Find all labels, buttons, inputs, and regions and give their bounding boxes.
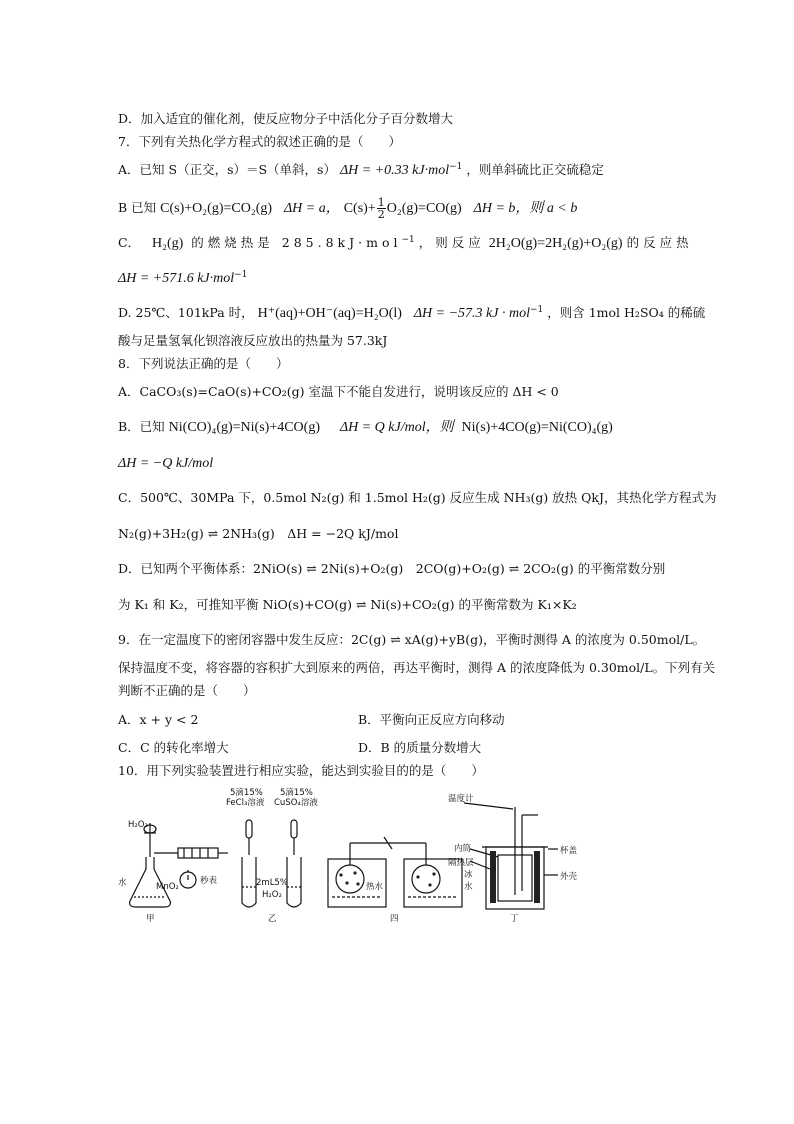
ding-label-thermo: 温度计: [448, 794, 474, 804]
ding-label-shell: 外壳: [560, 872, 578, 882]
q7-option-d-line2: 酸与足量氢氧化钡溶液反应放出的热量为 57.3kJ: [118, 333, 388, 348]
q7-option-a: A．已知 S（正交，s）＝S（单斜，s） ΔH = +0.33 kJ·mol$^{-1}$ ，则单斜硫比正交硫稳定: [118, 161, 604, 178]
q7-option-c-h2: H₂(g): [152, 236, 184, 251]
si-label-ice1: 冰: [464, 870, 473, 880]
q9-line3: 判断不正确的是（ ）: [118, 683, 256, 698]
q9-option-a: A．x + y < 2: [118, 712, 199, 727]
jia-label-mno2: MnO₂: [156, 882, 179, 892]
q7-option-b-dh2: ΔH = b，则 a < b: [473, 201, 578, 216]
q8-option-b-eq1: Ni(CO)₄(g)=Ni(s)+4CO(g): [168, 420, 320, 435]
q8-option-b-eq2: Ni(s)+4CO(g)=Ni(CO)₄(g): [461, 420, 613, 435]
yi-label-h2o2: 2mL5%: [256, 878, 288, 888]
q9-line1: 9．在一定温度下的密闭容器中发生反应：2C(g) ⇌ xA(g)+yB(g)，平衡时测得 A 的浓度为 0.50mol/L。: [118, 632, 706, 647]
q8-option-d-line2: 为 K₁ 和 K₂，可推知平衡 NiO(s)+CO(g) ⇌ Ni(s)+CO₂(g) 的平衡常数为 K₁×K₂: [118, 597, 577, 612]
q7-option-d-line1: D. 25℃、101kPa 时， H⁺(aq)+OH⁻(aq)=H₂O(l) ΔH = −57.3 kJ · mol$^{-1}$ ，则含 1mol H₂SO₄ 的稀硫: [118, 304, 706, 321]
ding-label-insul: 隔热层: [448, 858, 474, 868]
ding-caption: 丁: [510, 914, 519, 924]
jia-label-timer: 秒表: [200, 876, 218, 886]
q6-option-d: D．加入适宜的催化剂，使反应物分子中活化分子百分数增大: [118, 111, 454, 126]
q7-stem: 7．下列有关热化学方程式的叙述正确的是（ ）: [118, 134, 401, 149]
q8-option-b-line2: [118, 455, 213, 472]
q9-line2: 保持温度不变，将容器的容积扩大到原来的两倍，再达平衡时，测得 A 的浓度降低为 0.30mol/L。下列有关: [118, 660, 716, 675]
q8-option-d-line1: D．已知两个平衡体系：2NiO(s) ⇌ 2Ni(s)+O₂(g) 2CO(g)+O₂(g) ⇌ 2CO₂(g) 的平衡常数分别: [118, 561, 666, 576]
q7-option-b-dh1: ΔH = a，: [283, 201, 340, 216]
q7-option-a-post: ，则单斜硫比正交硫稳定: [466, 162, 604, 177]
q7-option-b-eq1: C(s)+O₂(g)=CO₂(g): [160, 201, 273, 216]
yi-label-h2o2b: H₂O₂: [262, 890, 282, 900]
q8-option-b-dh2: ΔH = −Q kJ/mol: [118, 456, 214, 471]
si-label-ice2: 水: [464, 882, 473, 892]
q10-stem: 10．用下列实验装置进行相应实验，能达到实验目的的是（ ）: [118, 763, 484, 778]
q8-option-b-dh1: ΔH = Q kJ/mol，则: [339, 420, 454, 435]
q7-option-c-pre: C．: [118, 235, 141, 250]
q7-option-d-pre: D. 25℃、101kPa 时，: [118, 305, 254, 320]
q8-option-c-line2: N₂(g)+3H₂(g) ⇌ 2NH₃(g) ΔH = −2Q kJ/mol: [118, 526, 399, 541]
q7-option-a-pre: A．已知 S（正交，s）＝S（单斜，s）: [118, 162, 336, 177]
jia-label-water: 水: [118, 878, 127, 888]
apparatus-svg: [118, 785, 678, 925]
q7-option-b-eq2b: O₂(g)=CO(g): [386, 201, 462, 216]
jia-caption: 甲: [146, 914, 155, 924]
yi-caption: 乙: [268, 914, 277, 924]
si-caption: 四: [390, 914, 399, 924]
q7-option-c-mid2: ，则反应: [418, 235, 485, 250]
q9-option-d: D．B 的质量分数增大: [358, 740, 482, 755]
q7-option-d-post: ，则含 1mol H₂SO₄ 的稀硫: [547, 305, 706, 320]
q7-option-a-dh: ΔH = +0.33 kJ·mol: [339, 163, 450, 178]
apparatus-jia: [130, 823, 228, 907]
q8-option-b-pre: B．已知: [118, 419, 165, 434]
jia-label-h2o2: H₂O₂: [128, 820, 148, 830]
q7-option-c-dh: ΔH = +571.6 kJ·mol: [118, 271, 235, 286]
yi-label-fecl3: 5滴15%: [230, 788, 263, 798]
q9-option-b: B．平衡向正反应方向移动: [358, 712, 505, 727]
yi-label-fecl3b: FeCl₃溶液: [226, 798, 265, 808]
q7-option-d-dh: ΔH = −57.3 kJ · mol: [413, 306, 530, 321]
q7-option-c-line2: ΔH = +571.6 kJ·mol$^{-1}$: [118, 269, 248, 286]
q7-option-b-eq2a: C(s)+: [343, 201, 376, 216]
ding-label-lid: 杯盖: [560, 846, 578, 856]
q7-option-c-mid: 的燃烧热是 285.8kJ·mol: [191, 235, 402, 250]
ding-label-inner: 内筒: [454, 844, 472, 854]
apparatus-si: [328, 837, 462, 907]
q7-option-d-eq: H⁺(aq)+OH⁻(aq)=H₂O(l): [257, 306, 402, 321]
q8-option-a: A．CaCO₃(s)=CaO(s)+CO₂(g) 室温下不能自发进行，说明该反应的 ΔH < 0: [118, 384, 559, 399]
q10-apparatus-figure: [118, 785, 678, 925]
q7-option-b: [118, 197, 577, 220]
q8-stem: 8．下列说法正确的是（ ）: [118, 356, 289, 371]
q8-option-b-line1: [118, 419, 613, 436]
yi-label-cuso4: 5滴15%: [280, 788, 313, 798]
yi-label-cuso4b: CuSO₄溶液: [274, 798, 318, 808]
q9-option-c: C．C 的转化率增大: [118, 740, 229, 755]
apparatus-ding: [464, 803, 558, 909]
q7-option-c-eq: 2H₂O(g)=2H₂(g)+O₂(g): [488, 236, 623, 251]
q7-option-c-post: 的反应热: [626, 235, 693, 250]
q7-option-b-pre: B 已知: [118, 200, 157, 215]
q8-option-c-line1: C．500℃、30MPa 下，0.5mol N₂(g) 和 1.5mol H₂(g) 反应生成 NH₃(g) 放热 QkJ，其热化学方程式为: [118, 490, 717, 505]
one-half-fraction: $\frac{1}{2}$: [377, 196, 385, 221]
si-label-hot: 热水: [366, 882, 384, 892]
q7-option-c-line1: C． H₂(g) 的燃烧热是 285.8kJ·mol$^{-1}$ ，则反应 2H₂O(g)=2H₂(g)+O₂(g) 的反应热: [118, 234, 693, 251]
